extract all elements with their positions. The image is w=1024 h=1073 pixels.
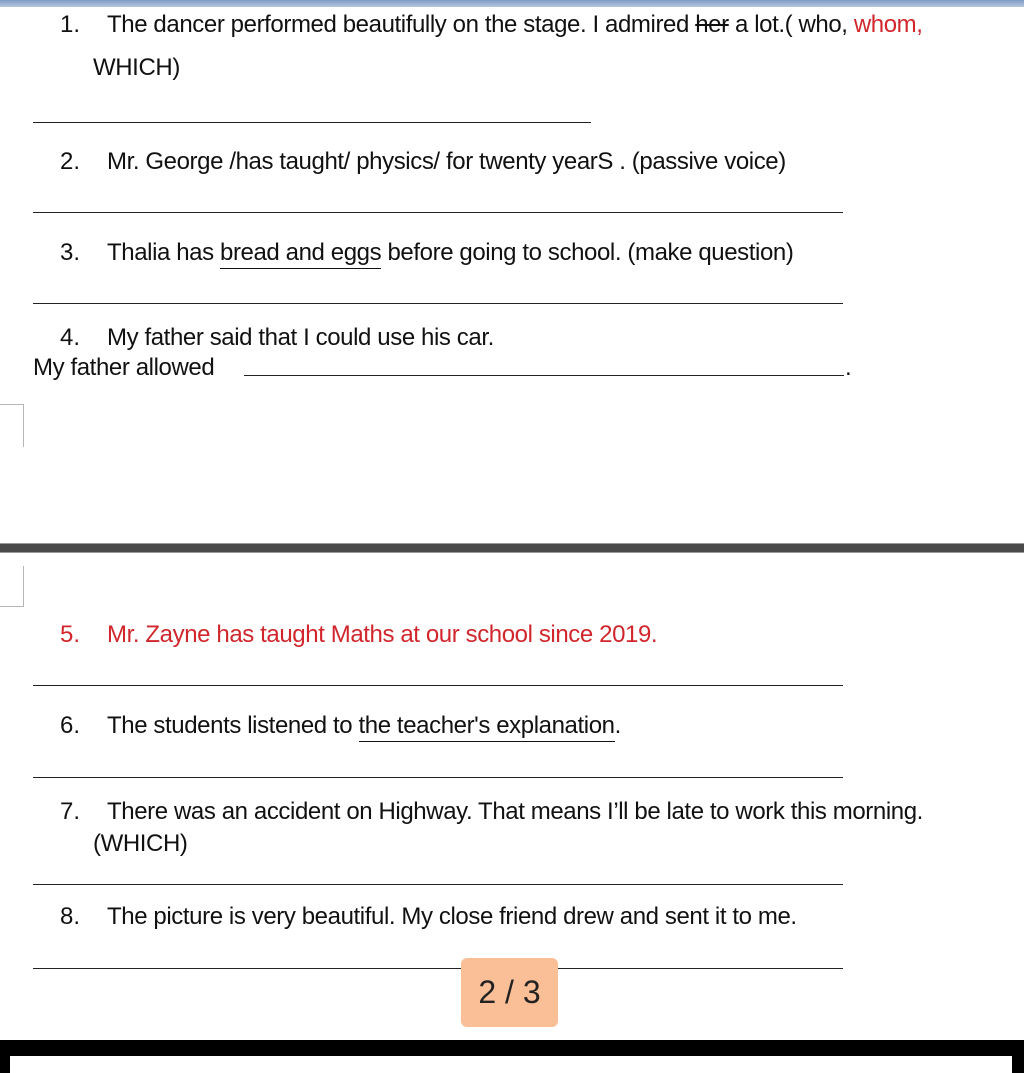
item-1-line2: WHICH) [93,54,180,81]
item-3-post: before going to school. (make question) [381,239,794,266]
item-2-text: Mr. George /has taught/ physics/ for twenty yearS . (passive voice) [107,148,786,175]
item-1-struck-word: her [695,11,729,38]
item-7-text: There was an accident on Highway. That means I’ll be late to work this morning. [107,798,923,825]
item-5-number: 5. [60,621,81,648]
item-3-underlined: bread and eggs [220,239,381,269]
item-6-answer-line [33,777,843,778]
margin-corner-marker [0,566,24,607]
item-7-answer-line [33,884,843,885]
item-2-answer-line [33,212,843,213]
item-5-text: Mr. Zayne has taught Maths at our school since 2019. [107,621,658,648]
item-4-text: My father said that I could use his car. [107,324,494,351]
item-8-number: 8. [60,903,81,930]
item-6-underlined: the teacher's explanation [359,712,615,742]
item-1-answer-line [33,122,591,123]
item-1-number: 1. [60,11,81,38]
item-3-text [107,238,793,268]
item-4-answer-line [244,375,844,376]
item-8-answer-line [33,968,843,969]
item-8-text: The picture is very beautiful. My close friend drew and sent it to me. [107,903,797,930]
item-3-number: 3. [60,239,81,266]
item-2-number: 2. [60,148,81,175]
item-4-number: 4. [60,324,81,351]
item-3-pre: Thalia has [107,239,220,266]
item-4-end-period: . [845,354,852,381]
window-top-bar [0,0,1024,7]
item-5-answer-line [33,685,843,686]
next-page-top [10,1056,1012,1073]
item-1-text [107,10,923,40]
item-1-part1: The dancer performed beautifully on the stage. I admired [107,11,696,38]
item-1-part2: a lot.( who, [728,11,854,38]
item-6-number: 6. [60,712,81,739]
margin-corner-marker [0,404,24,447]
page-indicator-badge: 2 / 3 [461,958,558,1027]
item-6-pre: The students listened to [107,712,359,739]
item-3-answer-line [33,303,843,304]
item-4-prompt: My father allowed [33,354,215,381]
item-1-red-answer: whom, [853,11,923,38]
item-7-line2: (WHICH) [93,830,188,857]
item-7-number: 7. [60,798,81,825]
item-6-post: . [614,712,621,739]
item-6-text [107,711,621,741]
page-separator [0,543,1024,553]
